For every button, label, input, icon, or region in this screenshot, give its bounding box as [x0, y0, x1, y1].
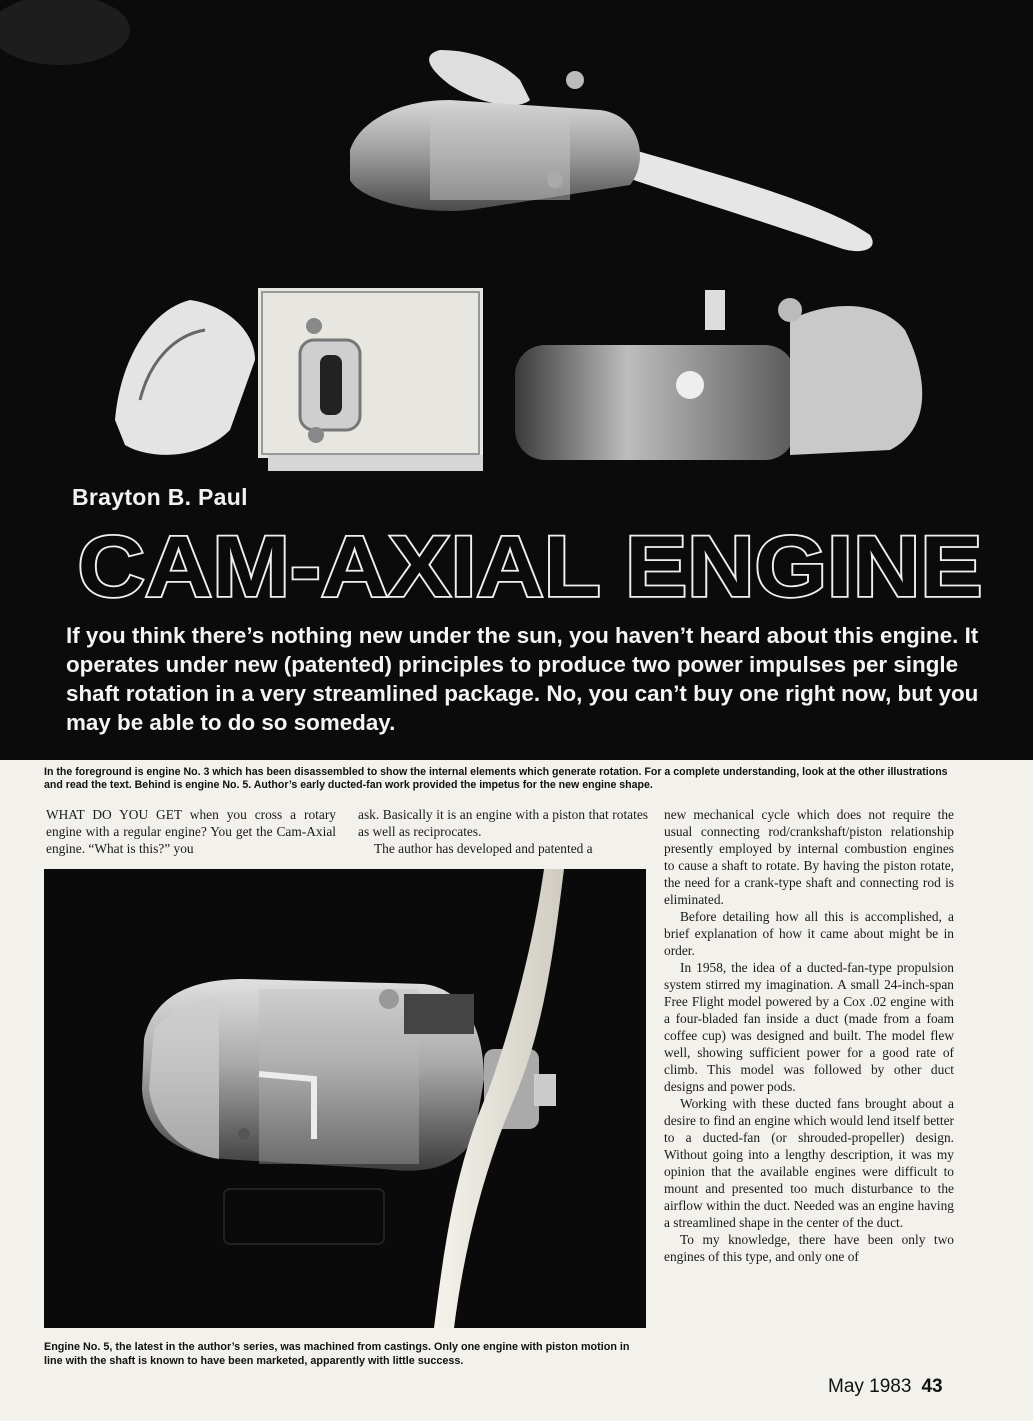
body-column-2 — [358, 806, 648, 857]
body-paragraph: To my knowledge, there have been only two engines of this type, and only one of — [664, 1232, 954, 1264]
engine-parts-photo — [0, 0, 1033, 480]
body-paragraph: ask. Basically it is an engine with a piston that rotates as well as reciprocates. — [358, 807, 648, 839]
page-footer — [828, 1376, 943, 1398]
body-column-1 — [46, 806, 336, 857]
photo-caption-top: In the foreground is engine No. 3 which has been disassembled to show the internal elements which generate rotation. For a complete understanding, look at the other illustrations and read the text. Behind is engine No. 5. Author’s early ducted-fan work provided the impetus for the new engine shape. — [44, 766, 948, 791]
body-paragraph: The author has developed and patented a — [374, 841, 593, 856]
photo-caption-bottom: Engine No. 5, the latest in the author’s series, was machined from castings. Only one engine with piston motion in line with the shaft is known to have been marketed, apparently with little success. — [44, 1341, 630, 1367]
issue-date: May 1983 — [828, 1376, 912, 1397]
title-text: CAM-AXIAL ENGINE — [77, 520, 983, 610]
article-deck: If you think there’s nothing new under the sun, you haven’t heard about this engine. It operates under new (patented) principles to produce two power impulses per single shaft rotation in a very streamlined package. No, you can’t buy one right now, but you may be able to do so someday. — [66, 623, 979, 735]
body-paragraph: new mechanical cycle which does not require the usual connecting rod/crankshaft/piston relationship presently employed by internal combustion engines to cause a shaft to rotate. By having the piston rotate, the need for a crank-type shaft and connecting rod is eliminated. — [664, 807, 954, 907]
author-byline: Brayton B. Paul — [72, 484, 248, 510]
page-number: 43 — [921, 1376, 943, 1397]
body-paragraph: Before detailing how all this is accomplished, a brief explanation of how it came about might be in order. — [664, 909, 954, 958]
engine-no5-photo — [44, 869, 646, 1328]
body-paragraph: WHAT DO YOU GET when you cross a rotary engine with a regular engine? You get the Cam-Axial engine. “What is this?” you — [46, 807, 336, 856]
article-title — [70, 520, 990, 610]
body-column-3 — [664, 806, 954, 1265]
body-paragraph: Working with these ducted fans brought about a desire to find an engine which would lend itself better to a ducted-fan (or shrouded-propeller) design. Without going into a lengthy description, it was my opinion that the available engines were difficult to mount and presented too much disturbance to the airflow within the duct. Needed was an engine having a streamlined shape in the center of the duct. — [664, 1096, 954, 1230]
body-paragraph: In 1958, the idea of a ducted-fan-type propulsion system stirred my imagination. A small 24-inch-span Free Flight model powered by a Cox .02 engine with a four-bladed fan inside a duct (made from a foam coffee cup) was designed and built. The model flew well, showing sufficient power for a good rate of climb. This model was followed by other duct designs and power pods. — [664, 960, 954, 1094]
